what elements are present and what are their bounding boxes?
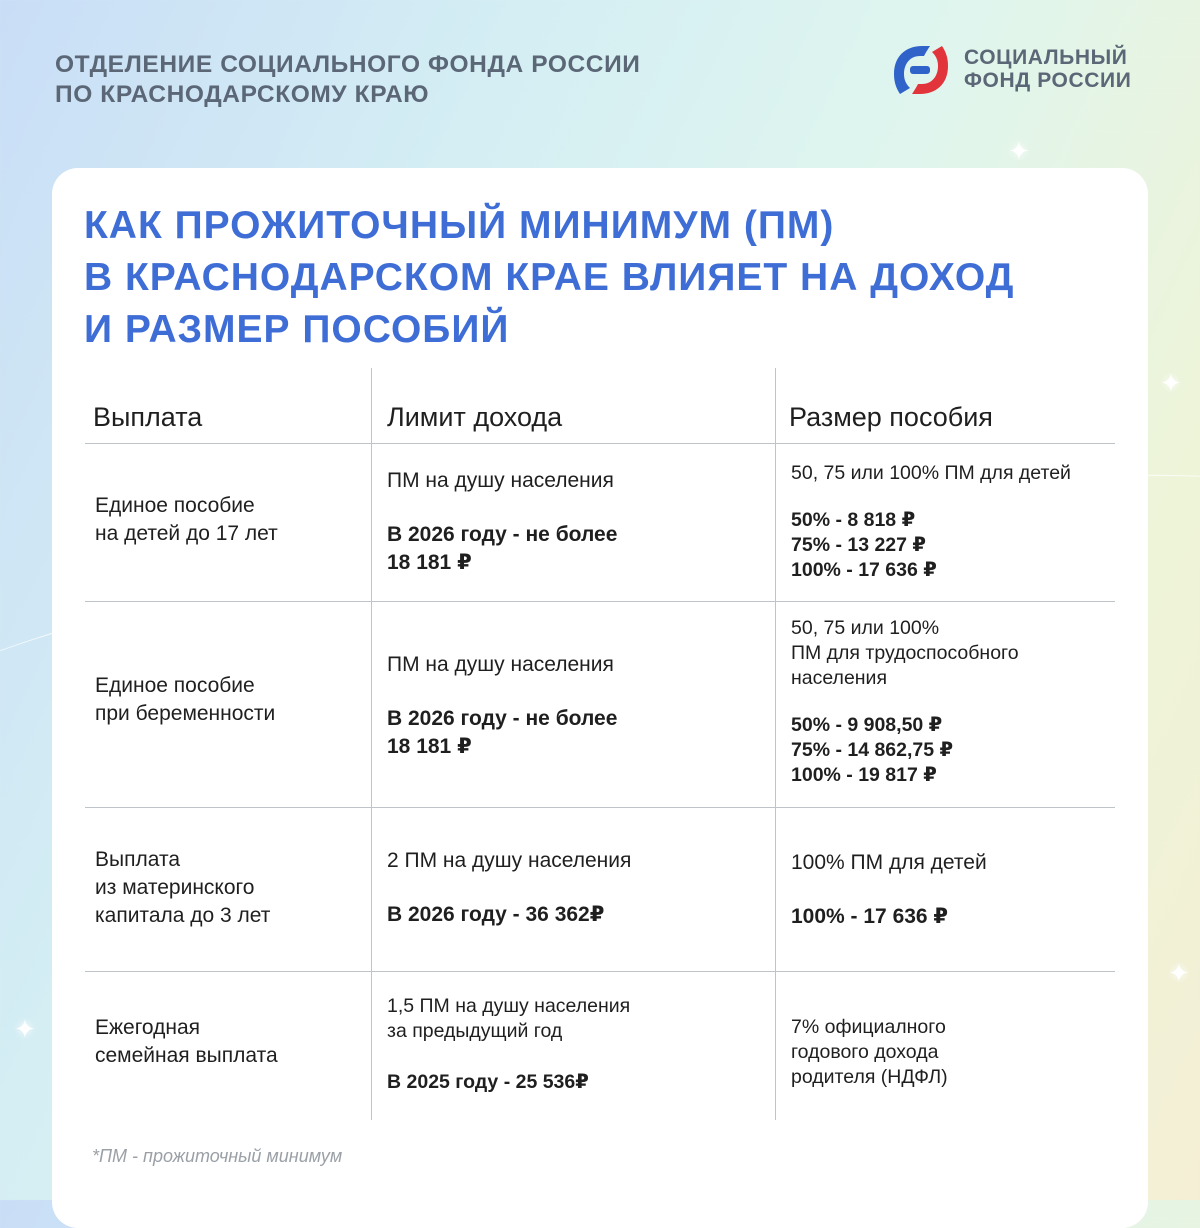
sparkle-icon: ✦ [1160,368,1182,398]
column-divider [775,368,776,1120]
sfr-logo-icon [886,40,956,100]
table-row-payment: Единое пособие при беременности [95,674,276,725]
benefits-table [85,368,1115,1120]
row-divider [85,601,1115,602]
table-row-limit: ПМ на душу населения В 2026 году - не более 18 181 ₽ [387,469,618,574]
header-payment: Выплата [93,402,203,432]
table-row-payment: Единое пособие на детей до 17 лет [95,494,278,545]
header-benefit-size: Размер пособия [789,402,993,432]
sfr-logo: СОЦИАЛЬНЫЙ ФОНД РОССИИ [886,40,1156,100]
table-row-limit: ПМ на душу населения В 2026 году - не более 18 181 ₽ [387,653,618,758]
table-row-size: 50, 75 или 100% ПМ для трудоспособного населения 50% - 9 908,50 ₽ 75% - 14 862,75 ₽ 100% - 19 817 ₽ [791,617,1019,786]
column-divider [371,368,372,1120]
sparkle-icon: ✦ [14,1014,36,1044]
table-row-limit: 2 ПМ на душу населения В 2026 году - 36 362₽ [387,849,632,926]
page-title: КАК ПРОЖИТОЧНЫЙ МИНИМУМ (ПМ) В КРАСНОДАРСКОМ КРАЕ ВЛИЯЕТ НА ДОХОД И РАЗМЕР ПОСОБИЙ [84,204,1015,351]
table-row-size: 7% официалного годового дохода родителя (НДФЛ) [791,1016,948,1088]
org-name: ОТДЕЛЕНИЕ СОЦИАЛЬНОГО ФОНДА РОССИИ ПО КРАСНОДАРСКОМУ КРАЮ [55,51,641,108]
footnote: *ПМ - прожиточный минимум [92,1146,343,1166]
table-row-payment: Ежегодная семейная выплата [95,1016,278,1067]
row-divider [85,971,1115,972]
table-row-payment: Выплата из материнского капитала до 3 лет [95,848,271,927]
sparkle-icon: ✦ [1168,958,1190,988]
table-row-size: 100% ПМ для детей 100% - 17 636 ₽ [791,851,987,928]
table-row-limit: 1,5 ПМ на душу населения за предыдущий год В 2025 году - 25 536₽ [387,995,631,1093]
row-divider [85,807,1115,808]
table-row-size: 50, 75 или 100% ПМ для детей 50% - 8 818 ₽ 75% - 13 227 ₽ 100% - 17 636 ₽ [791,462,1071,581]
sparkle-icon: ✦ [1008,136,1030,166]
header-income-limit: Лимит дохода [387,402,563,432]
row-divider [85,443,1115,444]
